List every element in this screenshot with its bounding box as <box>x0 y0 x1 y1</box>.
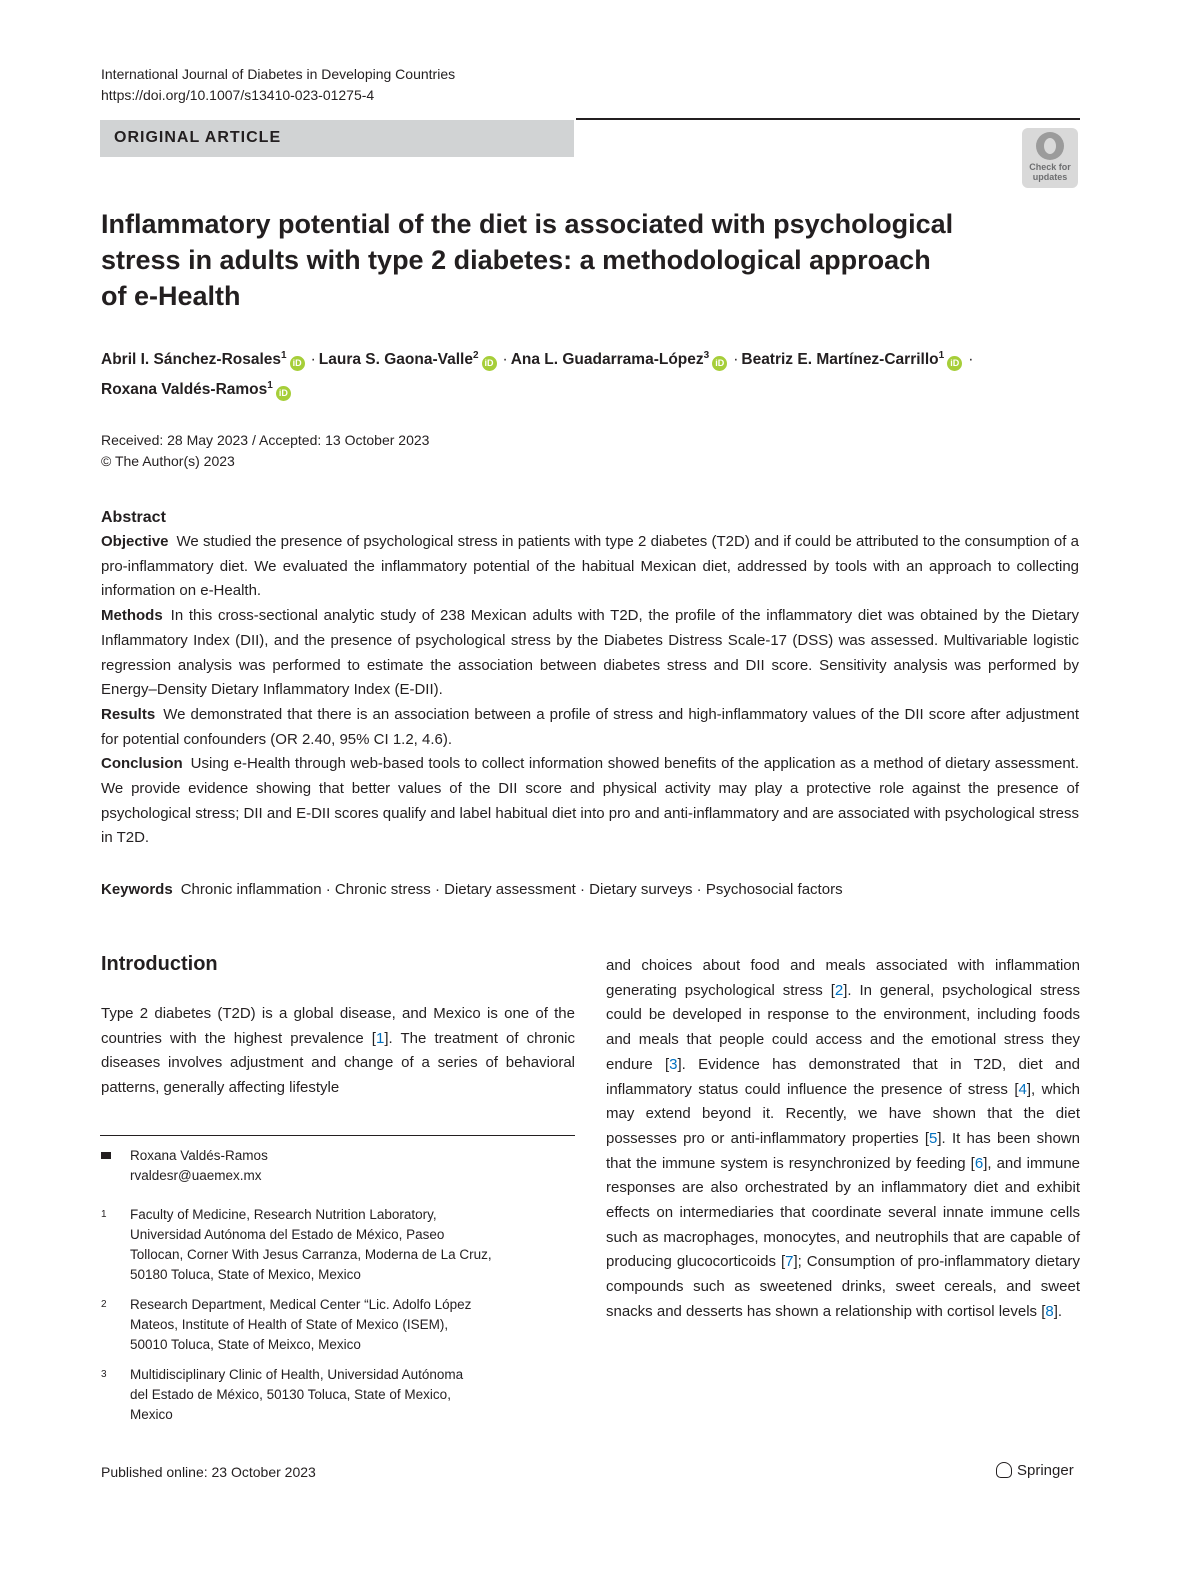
corresponding-author-name: Roxana Valdés-Ramos <box>130 1148 268 1163</box>
abstract-section <box>101 506 1079 851</box>
author-name[interactable]: Abril I. Sánchez-Rosales <box>101 351 282 368</box>
crossmark-label: Check for updates <box>1029 162 1071 182</box>
envelope-icon <box>101 1152 111 1159</box>
citation-link[interactable]: 4 <box>1018 1080 1027 1098</box>
title-line: stress in adults with type 2 diabetes: a methodological approach <box>101 245 931 275</box>
check-for-updates-badge[interactable] <box>1022 128 1078 188</box>
journal-name: International Journal of Diabetes in Developing Countries <box>101 66 456 82</box>
journal-header <box>101 64 455 106</box>
footnote-rule <box>100 1135 575 1136</box>
article-type-label: ORIGINAL ARTICLE <box>114 129 282 146</box>
citation-link[interactable]: 3 <box>669 1055 678 1073</box>
author-name[interactable]: Laura S. Gaona-Valle <box>318 351 473 368</box>
orcid-icon[interactable]: iD <box>712 356 727 371</box>
title-line: of e-Health <box>101 281 241 311</box>
author-name[interactable]: Beatriz E. Martínez-Carrillo <box>741 351 939 368</box>
title-line: Inflammatory potential of the diet is associated with psychological <box>101 209 954 239</box>
keywords <box>101 878 1091 902</box>
springer-horse-icon <box>996 1462 1012 1478</box>
author-affiliation-mark: 3 <box>703 349 710 361</box>
publisher-logo <box>996 1460 1074 1482</box>
correspondence-footnote <box>101 1146 575 1186</box>
author-affiliation-mark: 1 <box>938 349 945 361</box>
affiliation-footnote: 3 Multidisciplinary Clinic of Health, Universidad Autónoma del Estado de México, 50130 Toluca, State of Mexico, Mexico <box>101 1367 464 1422</box>
copyright-notice: © The Author(s) 2023 <box>101 453 235 469</box>
abstract-methods: Methods In this cross-sectional analytic study of 238 Mexican adults with T2D, the profile of the inflammatory diet was obtained by the Dietary Inflammatory Index (DII), and the presence of psychological stress by the Diabetes Distress Scale-17 (DSS) was assessed. Multivariable logistic regression analysis was performed to estimate the association between diabetes stress and DII score. Sensitivity analysis was performed by Energy–Density Dietary Inflammatory Index (E-DII). <box>101 607 1079 699</box>
citation-link[interactable]: 1 <box>375 1029 385 1047</box>
article-title <box>101 206 1001 314</box>
article-type-banner <box>100 120 574 157</box>
crossmark-icon <box>1036 132 1064 160</box>
header-rule <box>576 118 1080 120</box>
abstract-heading: Abstract <box>101 509 166 526</box>
orcid-icon[interactable]: iD <box>482 356 497 371</box>
doi-link[interactable]: https://doi.org/10.1007/s13410-023-01275-4 <box>101 87 375 103</box>
affiliation-number: 2 <box>101 1299 107 1310</box>
introduction-right-column: and choices about food and meals associated with inflammation generating psychological stress [2]. In general, psychological stress could be developed in response to the environment, including foods and meals that people could access and the emotional stress they endure [3]. Evidence has demonstrated that in T2D, diet and inflammatory status could influence the presence of stress [4], which may extend beyond it. Recently, we have shown that the diet possesses pro or anti-inflammatory properties [5]. It has been shown that the immune system is resynchronized by feeding [6], and immune responses are also orchestrated by an inflammatory diet and exhibit effects on intermediaries that coordinate several innate immune cells such as macrophages, monocytes, and neutrophils that are capable of producing glucocorticoids [7]; Consumption of pro-inflammatory dietary compounds such as sweetened drinks, sweet cereals, and sweet snacks and desserts has shown a relationship with cortisol levels [8]. <box>606 957 1081 1320</box>
author-list: Abril I. Sánchez-Rosales$^1$iD · Laura S. Gaona-Valle$^2$iD · Ana L. Guadarrama-López$^3$iD · Beatriz E. Martínez-Carrillo$^1$iD · Roxana Valdés-Ramos$^1$iD <box>101 345 1091 405</box>
author-name[interactable]: Ana L. Guadarrama-López <box>510 351 704 368</box>
author-affiliation-mark: 2 <box>472 349 479 361</box>
citation-link[interactable]: 6 <box>974 1154 984 1172</box>
author-affiliation-mark: 1 <box>281 349 287 361</box>
keywords-list: Chronic inflammation · Chronic stress · Dietary assessment · Dietary surveys · Psychosocial factors <box>180 881 843 898</box>
affiliation-number: 1 <box>101 1209 107 1220</box>
citation-link[interactable]: 7 <box>785 1253 794 1271</box>
abstract-results: Results We demonstrated that there is an association between a profile of stress and high-inflammatory values of the DII score after adjustment for potential confounders (OR 2.40, 95% CI 1.2, 4.6). <box>101 705 1079 748</box>
abstract-conclusion: Conclusion Using e-Health through web-based tools to collect information showed benefits of the application as a method of dietary assessment. We provide evidence showing that better values of the DII score and physical activity may play a protective role against the presence of psychological stress; DII and E-DII scores qualify and label habitual diet into pro and anti-inflammatory and are associated with psychological stress in T2D. <box>101 755 1079 847</box>
author-name[interactable]: Roxana Valdés-Ramos <box>101 381 268 398</box>
affiliation-number: 3 <box>101 1369 107 1380</box>
orcid-icon[interactable]: iD <box>276 386 291 401</box>
orcid-icon[interactable]: iD <box>290 356 305 371</box>
affiliation-footnote: 1 Faculty of Medicine, Research Nutrition Laboratory, Universidad Autónoma del Estado de México, Paseo Tollocan, Corner With Jesus Carranza, Moderna de La Cruz, 50180 Toluca, State of Mexico, Mexico <box>101 1207 492 1282</box>
corresponding-author-email[interactable]: rvaldesr@uaemex.mx <box>130 1168 262 1183</box>
orcid-icon[interactable]: iD <box>947 356 962 371</box>
article-dates <box>101 430 429 472</box>
introduction-left-column: Type 2 diabetes (T2D) is a global disease, and Mexico is one of the countries with the highest prevalence [1]. The treatment of chronic diseases involves adjustment and change of a series of behavioral patterns, generally affecting lifestyle <box>101 1005 575 1097</box>
author-affiliation-mark: 1 <box>267 379 273 391</box>
introduction-heading: Introduction <box>101 953 218 975</box>
keywords-label: Keywords <box>101 881 173 898</box>
publisher-name: Springer <box>1017 1462 1074 1479</box>
published-online-date: Published online: 23 October 2023 <box>101 1464 316 1480</box>
affiliation-footnote: 2 Research Department, Medical Center “Lic. Adolfo López Mateos, Institute of Health of State of Mexico (ISEM), 50010 Toluca, State of Meixco, Mexico <box>101 1297 472 1352</box>
citation-link[interactable]: 8 <box>1045 1302 1054 1320</box>
citation-link[interactable]: 5 <box>929 1129 938 1147</box>
received-accepted-dates: Received: 28 May 2023 / Accepted: 13 October 2023 <box>101 432 430 448</box>
citation-link[interactable]: 2 <box>834 981 844 999</box>
abstract-objective: Objective We studied the presence of psychological stress in patients with type 2 diabetes (T2D) and if could be attributed to the consumption of a pro-inflammatory diet. We evaluated the inflammatory potential of the habitual Mexican diet, addressed by tools with an approach to collecting information on e-Health. <box>101 533 1079 600</box>
